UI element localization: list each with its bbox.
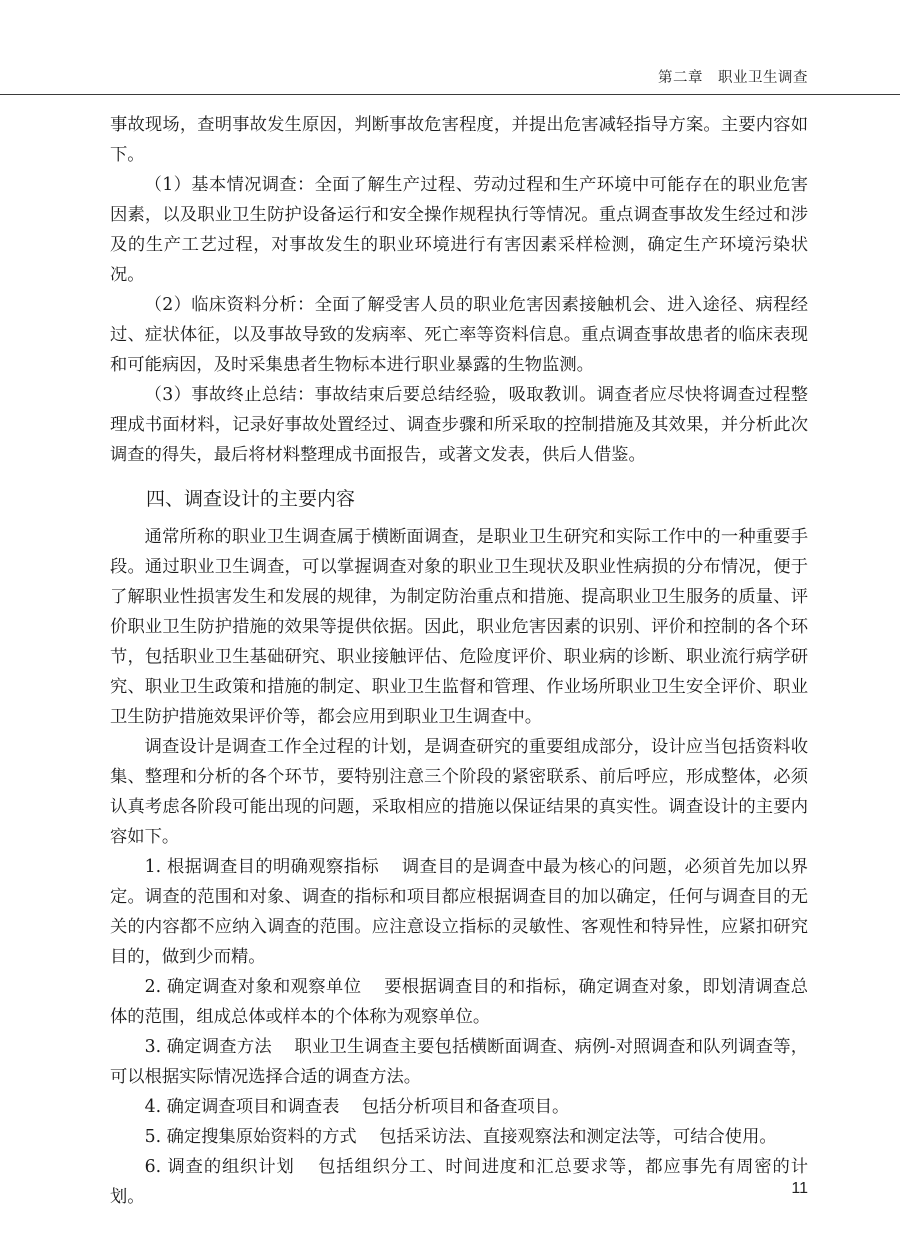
list-item-label: 3. 确定调查方法 xyxy=(144,1037,272,1057)
list-item-text: 包括组织分工、时间进度和汇总要求等，都应事先有周密的计划。 xyxy=(110,1157,808,1207)
paragraph-continued: 事故现场，查明事故发生原因，判断事故危害程度，并提出危害减轻指导方案。主要内容如下。 xyxy=(110,115,808,165)
page-number: 11 xyxy=(791,1180,808,1197)
list-item xyxy=(110,1092,808,1122)
paragraph-clinical-analysis: （2）临床资料分析：全面了解受害人员的职业危害因素接触机会、进入途径、病程经过、症状体征，以及事故导致的发病率、死亡率等资料信息。重点调查事故患者的临床表现和可能病因，及时采集患者生物标本进行职业暴露的生物监测。 xyxy=(110,295,808,375)
list-item-text: 职业卫生调查主要包括横断面调查、病例-对照调查和队列调查等，可以根据实际情况选择合适的调查方法。 xyxy=(110,1037,808,1087)
list-item-text: 包括采访法、直接观察法和测定法等，可结合使用。 xyxy=(379,1127,777,1147)
list-item xyxy=(110,1152,808,1212)
paragraph-basic-survey: （1）基本情况调查：全面了解生产过程、劳动过程和生产环境中可能存在的职业危害因素，以及职业卫生防护设备运行和安全操作规程执行等情况。重点调查事故发生经过和涉及的生产工艺过程，对事故发生的职业环境进行有害因素采样检测，确定生产环境污染状况。 xyxy=(110,175,808,285)
list-item-label: 2. 确定调查对象和观察单位 xyxy=(144,977,362,997)
running-header: 第二章 职业卫生调查 xyxy=(658,70,808,86)
list-item xyxy=(110,972,808,1032)
list-item-label: 1. 根据调查目的明确观察指标 xyxy=(144,857,380,877)
list-item xyxy=(110,1122,808,1152)
list-item-label: 5. 确定搜集原始资料的方式 xyxy=(144,1127,357,1147)
section-heading: 四、调查设计的主要内容 xyxy=(146,488,356,510)
list-item-text: 要根据调查目的和指标，确定调查对象，即划清调查总体的范围，组成总体或样本的个体称为观察单位。 xyxy=(110,977,808,1027)
list-item-label: 6. 调查的组织计划 xyxy=(144,1157,295,1177)
paragraph-cross-sectional: 通常所称的职业卫生调查属于横断面调查，是职业卫生研究和实际工作中的一种重要手段。通过职业卫生调查，可以掌握调查对象的职业卫生现状及职业性病损的分布情况，便于了解职业性损害发生和发展的规律，为制定防治重点和措施、提高职业卫生服务的质量、评价职业卫生防护措施的效果等提供依据。因此，职业危害因素的识别、评价和控制的各个环节，包括职业卫生基础研究、职业接触评估、危险度评价、职业病的诊断、职业流行病学研究、职业卫生政策和措施的制定、职业卫生监督和管理、作业场所职业卫生安全评价、职业卫生防护措施效果评价等，都会应用到职业卫生调查中。 xyxy=(110,527,808,727)
list-item xyxy=(110,852,808,972)
header-rule xyxy=(0,94,900,95)
list-item-label: 4. 确定调查项目和调查表 xyxy=(144,1097,340,1117)
paragraph-survey-design: 调查设计是调查工作全过程的计划，是调查研究的重要组成部分，设计应当包括资料收集、整理和分析的各个环节，要特别注意三个阶段的紧密联系、前后呼应，形成整体，必须认真考虑各阶段可能出现的问题，采取相应的措施以保证结果的真实性。调查设计的主要内容如下。 xyxy=(110,737,808,847)
list-item xyxy=(110,1032,808,1092)
list-item-text: 调查目的是调查中最为核心的问题，必须首先加以界定。调查的范围和对象、调查的指标和项目都应根据调查目的加以确定，任何与调查目的无关的内容都不应纳入调查的范围。应注意设立指标的灵敏性、客观性和特异性，应紧扣研究目的，做到少而精。 xyxy=(110,857,808,967)
body-text xyxy=(110,110,808,1212)
paragraph-incident-summary: （3）事故终止总结：事故结束后要总结经验，吸取教训。调查者应尽快将调查过程整理成书面材料，记录好事故处置经过、调查步骤和所采取的控制措施及其效果，并分析此次调查的得失，最后将材料整理成书面报告，或著文发表，供后人借鉴。 xyxy=(110,385,808,465)
list-item-text: 包括分析项目和备查项目。 xyxy=(361,1097,570,1117)
